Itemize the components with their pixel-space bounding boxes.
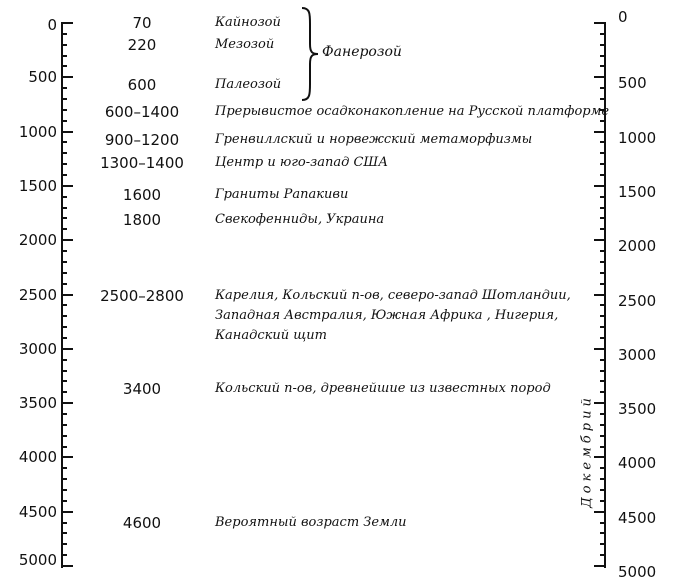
left-tick-label: 4500 (18, 502, 57, 521)
left-minor-tick (61, 543, 67, 545)
left-minor-tick (61, 532, 67, 534)
right-minor-tick (600, 435, 606, 437)
event-description: Мезозой (215, 37, 275, 52)
left-tick-label: 1000 (18, 122, 57, 141)
right-minor-tick (600, 532, 606, 534)
left-minor-tick (61, 163, 67, 165)
right-minor-tick (600, 272, 606, 274)
event-age: 1600 (122, 186, 162, 204)
left-minor-tick (61, 33, 67, 35)
right-major-tick (594, 239, 606, 241)
right-tick-label: 4000 (618, 454, 657, 473)
event-age: 3400 (122, 380, 162, 398)
left-tick-label: 3000 (18, 339, 57, 358)
left-major-tick (61, 76, 73, 78)
right-minor-tick (600, 87, 606, 89)
left-minor-tick (61, 446, 67, 448)
right-minor-tick (600, 283, 606, 285)
left-minor-tick (61, 478, 67, 480)
left-minor-tick (61, 87, 67, 89)
right-minor-tick (600, 500, 606, 502)
right-tick-label: 1500 (618, 182, 657, 201)
left-minor-tick (61, 217, 67, 219)
left-minor-tick (61, 55, 67, 57)
left-minor-tick (61, 272, 67, 274)
event-description: Канадский щит (215, 328, 327, 343)
precambrian-label: Докембрий (579, 394, 595, 508)
event-description: Палеозой (215, 77, 282, 92)
right-minor-tick (600, 196, 606, 198)
right-tick-label: 4500 (618, 508, 657, 527)
right-minor-tick (600, 337, 606, 339)
left-major-tick (61, 402, 73, 404)
right-minor-tick (600, 250, 606, 252)
right-minor-tick (600, 413, 606, 415)
right-tick-label: 1000 (618, 128, 657, 147)
left-minor-tick (61, 391, 67, 393)
right-minor-tick (600, 217, 606, 219)
left-minor-tick (61, 174, 67, 176)
right-minor-tick (600, 304, 606, 306)
right-minor-tick (600, 207, 606, 209)
left-minor-tick (61, 554, 67, 556)
right-minor-tick (600, 424, 606, 426)
left-tick-label: 3500 (18, 394, 57, 413)
right-minor-tick (600, 55, 606, 57)
right-major-tick (594, 294, 606, 296)
left-minor-tick (61, 283, 67, 285)
left-minor-tick (61, 98, 67, 100)
left-tick-label: 5000 (18, 551, 57, 569)
right-minor-tick (600, 98, 606, 100)
left-major-tick (61, 22, 73, 24)
left-tick-label: 0 (47, 16, 57, 34)
right-minor-tick (600, 65, 606, 67)
left-minor-tick (61, 261, 67, 263)
event-age: 900–1200 (104, 131, 180, 149)
left-tick-label: 4000 (18, 448, 57, 467)
left-major-tick (61, 185, 73, 187)
right-tick-label: 2500 (618, 291, 657, 310)
event-description: Свекофенниды, Украина (215, 212, 385, 227)
event-description: Прерывистое осадконакопление на Русской платформе (215, 104, 610, 119)
left-tick-label: 2000 (18, 231, 57, 250)
right-minor-tick (600, 489, 606, 491)
right-minor-tick (600, 315, 606, 317)
left-tick-label: 500 (28, 68, 57, 87)
left-minor-tick (61, 250, 67, 252)
right-minor-tick (600, 44, 606, 46)
right-minor-tick (600, 554, 606, 556)
event-description: Кольский п-ов, древнейшие из известных пород (215, 381, 551, 396)
left-minor-tick (61, 380, 67, 382)
phanerozoic-brace (298, 6, 320, 102)
event-age: 1800 (122, 211, 162, 229)
left-minor-tick (61, 359, 67, 361)
right-major-tick (594, 348, 606, 350)
right-minor-tick (600, 141, 606, 143)
right-tick-label: 5000 (618, 563, 657, 581)
left-minor-tick (61, 207, 67, 209)
left-minor-tick (61, 152, 67, 154)
event-description: Кайнозой (215, 15, 281, 30)
right-minor-tick (600, 261, 606, 263)
left-tick-label: 2500 (18, 285, 57, 304)
right-minor-tick (600, 543, 606, 545)
phanerozoic-label: Фанерозой (322, 44, 402, 60)
left-minor-tick (61, 489, 67, 491)
left-minor-tick (61, 337, 67, 339)
right-tick-label: 2000 (618, 237, 657, 256)
event-description: Граниты Рапакиви (215, 187, 349, 202)
right-minor-tick (600, 152, 606, 154)
left-major-tick (61, 456, 73, 458)
right-minor-tick (600, 359, 606, 361)
left-minor-tick (61, 196, 67, 198)
left-minor-tick (61, 467, 67, 469)
left-minor-tick (61, 304, 67, 306)
event-description: Западная Австралия, Южная Африка , Нигерия, (215, 308, 559, 323)
left-major-tick (61, 565, 73, 567)
left-major-tick (61, 511, 73, 513)
event-age: 220 (127, 36, 157, 54)
right-minor-tick (600, 478, 606, 480)
event-age: 600 (127, 76, 157, 94)
left-minor-tick (61, 326, 67, 328)
event-description: Карелия, Кольский п-ов, северо-запад Шотландии, (215, 288, 571, 303)
left-minor-tick (61, 522, 67, 524)
event-age: 4600 (122, 514, 162, 532)
left-minor-tick (61, 424, 67, 426)
left-minor-tick (61, 120, 67, 122)
right-major-tick (594, 22, 606, 24)
left-minor-tick (61, 65, 67, 67)
left-minor-tick (61, 413, 67, 415)
right-tick-label: 3000 (618, 345, 657, 364)
left-tick-label: 1500 (18, 176, 57, 195)
left-major-tick (61, 348, 73, 350)
right-major-tick (594, 131, 606, 133)
left-minor-tick (61, 370, 67, 372)
event-age: 1300–1400 (100, 154, 184, 172)
event-description: Центр и юго-запад США (215, 155, 389, 170)
left-minor-tick (61, 44, 67, 46)
left-major-tick (61, 239, 73, 241)
right-major-tick (594, 185, 606, 187)
left-minor-tick (61, 228, 67, 230)
right-major-tick (594, 76, 606, 78)
left-minor-tick (61, 141, 67, 143)
right-minor-tick (600, 380, 606, 382)
left-minor-tick (61, 500, 67, 502)
right-minor-tick (600, 446, 606, 448)
left-major-tick (61, 131, 73, 133)
event-description: Вероятный возраст Земли (215, 515, 407, 530)
right-minor-tick (600, 391, 606, 393)
right-minor-tick (600, 370, 606, 372)
right-minor-tick (600, 228, 606, 230)
event-age: 600–1400 (104, 103, 180, 121)
event-description: Гренвиллский и норвежский метаморфизмы (215, 132, 533, 147)
right-minor-tick (600, 163, 606, 165)
right-minor-tick (600, 467, 606, 469)
left-major-tick (61, 294, 73, 296)
right-tick-label: 0 (618, 8, 628, 26)
event-age: 70 (132, 14, 152, 32)
precambrian-label-box (577, 385, 597, 517)
event-age: 2500–2800 (100, 287, 184, 305)
right-minor-tick (600, 174, 606, 176)
left-minor-tick (61, 435, 67, 437)
left-minor-tick (61, 315, 67, 317)
right-tick-label: 500 (618, 74, 647, 93)
right-minor-tick (600, 522, 606, 524)
left-minor-tick (61, 109, 67, 111)
right-minor-tick (600, 33, 606, 35)
right-tick-label: 3500 (618, 400, 657, 419)
right-major-tick (594, 565, 606, 567)
right-minor-tick (600, 326, 606, 328)
